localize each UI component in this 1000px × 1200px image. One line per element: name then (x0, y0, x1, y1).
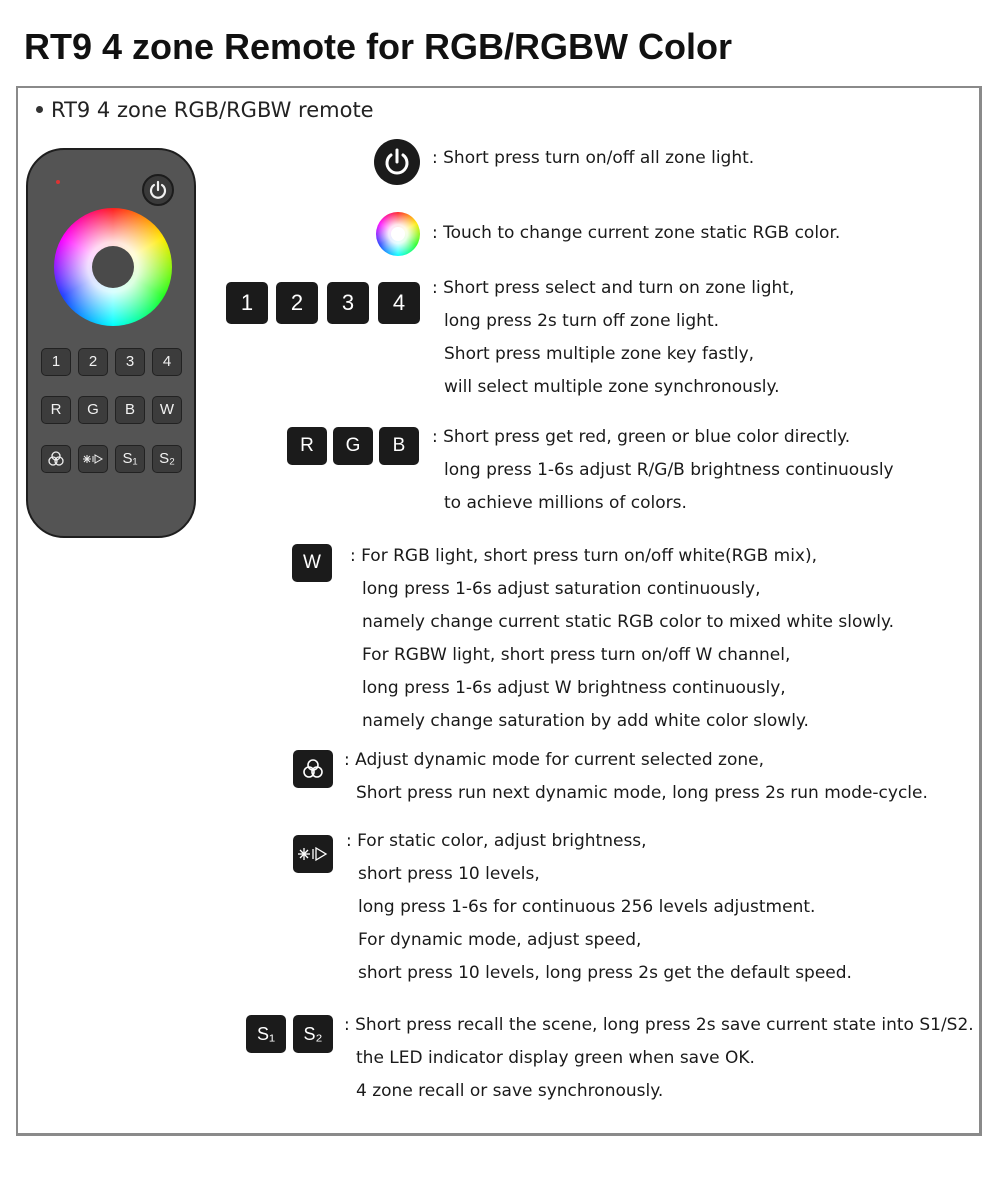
remote-g-button[interactable]: G (78, 396, 108, 424)
remote-power-button[interactable] (142, 174, 174, 206)
wheel-description: : Touch to change current zone static RGB color. (432, 223, 841, 243)
g-key: G (333, 427, 373, 465)
color-wheel-key (376, 212, 420, 256)
remote-r-button[interactable]: R (41, 396, 71, 424)
zone-4-key: 4 (378, 282, 420, 324)
brightness-description: : For static color, adjust brightness, short press 10 levels, long press 1-6s for continuous 256 levels adjustment. For dynamic mode, adjust speed, short press 10 levels, long press 2s get the default speed. (346, 831, 852, 983)
remote-zone-2-button[interactable]: 2 (78, 348, 108, 376)
w-key: W (292, 544, 332, 582)
wheel-center (92, 246, 134, 288)
w-description: : For RGB light, short press turn on/off white(RGB mix), long press 1-6s adjust saturation continuously, namely change current static RGB color to mixed white slowly. For RGBW light, short press turn on/off W channel, long press 1-6s adjust W brightness continuously, namely change saturation by add white color slowly. (350, 546, 895, 731)
power-icon (148, 180, 168, 200)
zone-description: : Short press select and turn on zone light, long press 2s turn off zone light. Short press multiple zone key fastly, will select multiple zone synchronously. (432, 278, 795, 397)
subtitle-text: RT9 4 zone RGB/RGBW remote (51, 98, 374, 122)
remote-w-button[interactable]: W (152, 396, 182, 424)
power-icon (382, 147, 412, 177)
rgb-description: : Short press get red, green or blue color directly. long press 1-6s adjust R/G/B brightness continuously to achieve millions of colors. (432, 427, 894, 513)
brightness-speed-icon (298, 844, 328, 864)
brightness-speed-icon (82, 450, 104, 468)
remote-s2-button[interactable]: S₂ (152, 445, 182, 473)
power-description: : Short press turn on/off all zone light. (432, 148, 755, 168)
mode-description: : Adjust dynamic mode for current selected zone, Short press run next dynamic mode, long press 2s run mode-cycle. (344, 750, 928, 803)
zone-3-key: 3 (327, 282, 369, 324)
remote-zone-1-button[interactable]: 1 (41, 348, 71, 376)
section-subtitle (36, 98, 374, 122)
power-key (374, 139, 420, 185)
zone-1-key: 1 (226, 282, 268, 324)
s1-key: S₁ (246, 1015, 286, 1053)
mode-key (293, 750, 333, 788)
b-key: B (379, 427, 419, 465)
page-title: RT9 4 zone Remote for RGB/RGBW Color (24, 26, 733, 67)
zone-2-key: 2 (276, 282, 318, 324)
remote-illustration (26, 148, 196, 538)
remote-b-button[interactable]: B (115, 396, 145, 424)
remote-s1-button[interactable]: S₁ (115, 445, 145, 473)
dynamic-mode-icon (301, 757, 325, 781)
scene-description: : Short press recall the scene, long press 2s save current state into S1/S2. the LED indicator display green when save OK. 4 zone recall or save synchronously. (344, 1015, 974, 1101)
remote-color-wheel[interactable] (54, 208, 172, 326)
remote-zone-4-button[interactable]: 4 (152, 348, 182, 376)
brightness-key (293, 835, 333, 873)
r-key: R (287, 427, 327, 465)
dynamic-mode-icon (47, 450, 65, 468)
s2-key: S₂ (293, 1015, 333, 1053)
wheel-center (391, 227, 405, 241)
led-indicator (56, 180, 60, 184)
bullet-icon (36, 106, 43, 113)
remote-brightness-button[interactable] (78, 445, 108, 473)
remote-mode-button[interactable] (41, 445, 71, 473)
remote-zone-3-button[interactable]: 3 (115, 348, 145, 376)
